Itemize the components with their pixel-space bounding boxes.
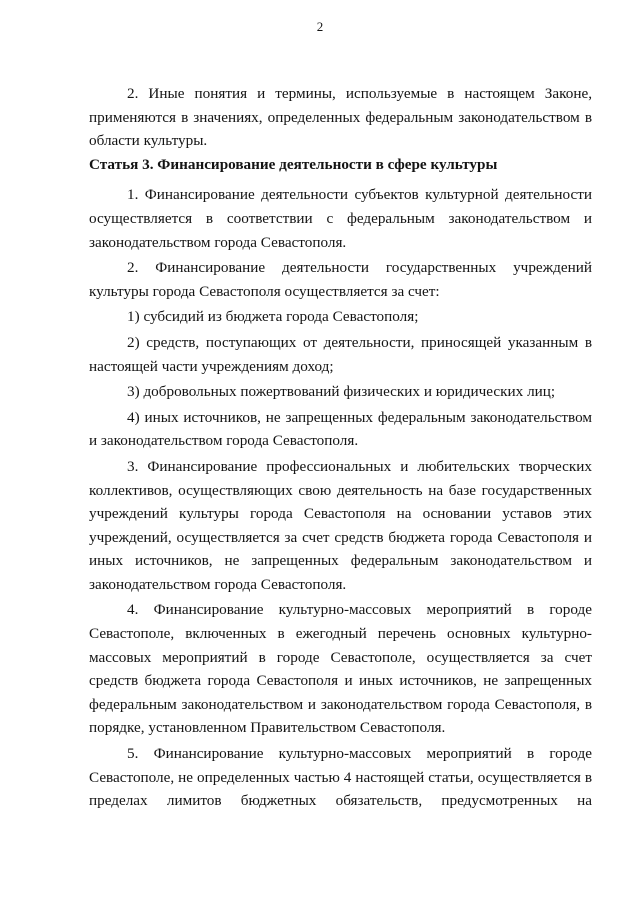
article-3-item-3: 3) добровольных пожертвований физических и юридических лиц; <box>127 383 556 401</box>
article-3-paragraph-2: 2. Финансирование деятельности государственных учреждений культуры города Севастополя осуществляется за счет: <box>89 259 592 300</box>
article-3-paragraph-4: 4. Финансирование культурно-массовых мероприятий в городе Севастополе, включенных в ежегодный перечень основных культурно-массовых мероприятий в городе Севастополе, осуществляется за счет средств бюджета города Севастополя и иных источников, не запрещенных федеральным законодательством и законодательством города Севастополя, в порядке, установленном Правительством Севастополя. <box>89 601 592 737</box>
article-3-item-4: 4) иных источников, не запрещенных федеральным законодательством и законодательством города Севастополя. <box>89 408 592 450</box>
page-number: 2 <box>316 19 324 34</box>
article-3-heading: Статья 3. Финансирование деятельности в сфере культуры <box>89 155 498 173</box>
article-3-paragraph-1: 1. Финансирование деятельности субъектов культурной деятельности осуществляется в соответствии с федеральным законодательством и законодательством города Севастополя. <box>89 186 592 251</box>
article-3-paragraph-5: 5. Финансирование культурно-массовых мероприятий в городе Севастополе, не определенных частью 4 настоящей статьи, осуществляется в пределах лимитов бюджетных обязательств, предусмотренных на <box>89 745 592 810</box>
document-body <box>89 82 592 813</box>
article-3-paragraph-3: 3. Финансирование профессиональных и любительских творческих коллективов, осуществляющих свою деятельность на базе государственных учреждений культуры города Севастополя на основании уставов этих учреждений, осуществляется за счет средств бюджета города Севастополя и иных источников, не запрещенных федеральным законодательством и законодательством города Севастополя. <box>89 457 592 593</box>
intro-clause-2: 2. Иные понятия и термины, используемые в настоящем Законе, применяются в значениях, определенных федеральным законодательством в области культуры. <box>89 85 592 150</box>
article-3-item-2: 2) средств, поступающих от деятельности, приносящей указанным в настоящей части учреждениям доход; <box>89 333 592 375</box>
article-3-item-1: 1) субсидий из бюджета города Севастополя; <box>127 308 419 326</box>
